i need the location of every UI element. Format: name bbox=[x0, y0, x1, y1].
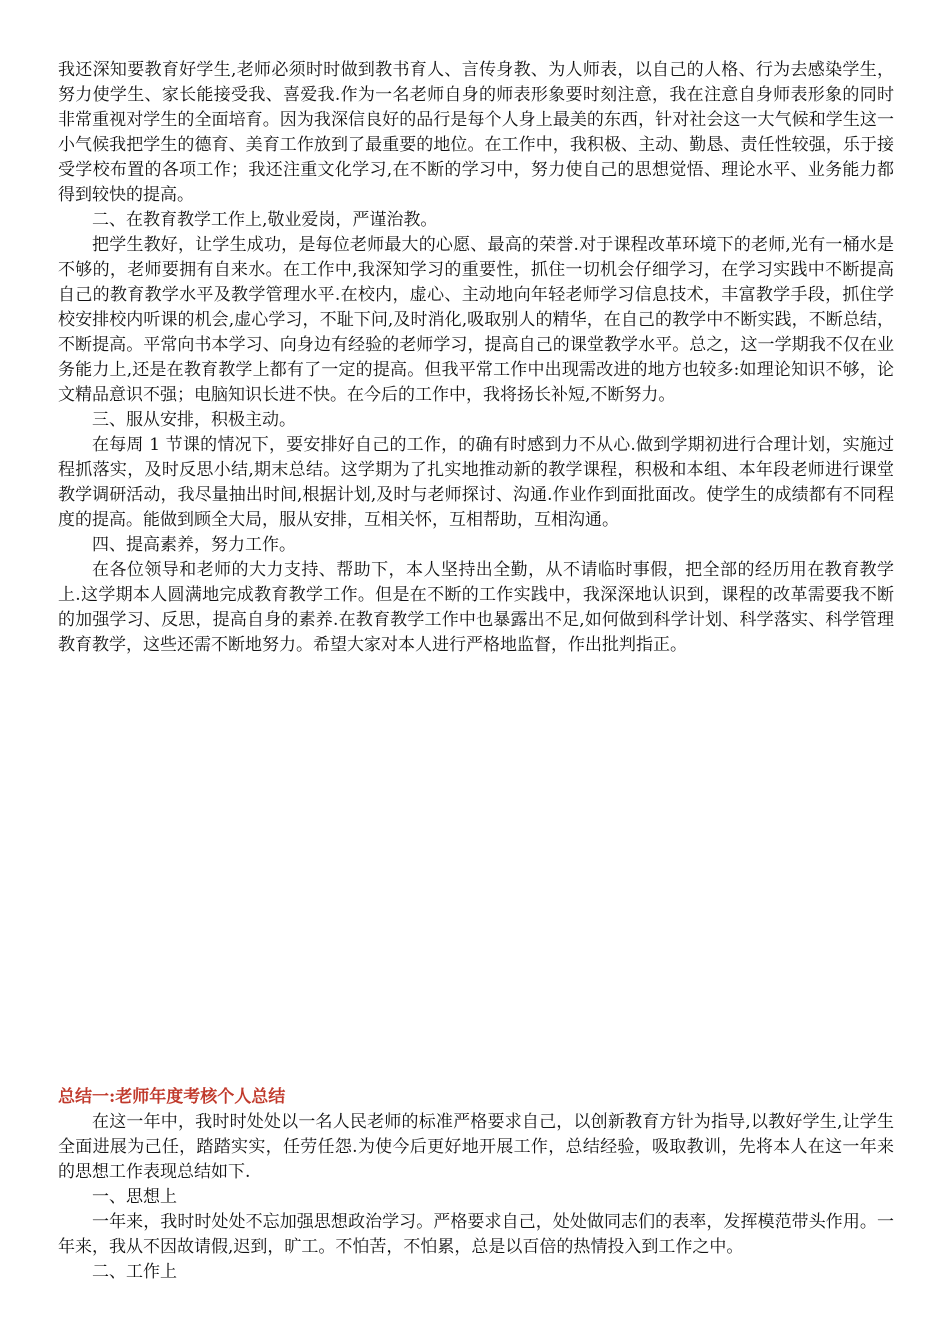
section-heading-3: 三、服从安排，积极主动。 bbox=[92, 410, 296, 430]
summary-title: 总结一:老师年度考核个人总结 bbox=[58, 1087, 286, 1107]
paragraph: 把学生教好，让学生成功，是每位老师最大的心愿、最高的荣誉.对于课程改革环境下的老师,光有一桶水是不够的，老师要拥有自来水。在工作中,我深知学习的重要性，抓住一切机会仔细学习，在学习实践中不断提高自己的教育教学水平及教学管理水平.在校内，虚心、主动地向年轻老师学习信息技术，丰富教学手段，抓住学校安排校内听课的机会,虚心学习，不耻下问,及时消化,吸取别人的精华，在自己的教学中不断实践，不断总结，不断提高。平常向书本学习、向身边有经验的老师学习，提高自己的课堂教学水平。总之，这一学期我不仅在业务能力上,还是在教育教学上都有了一定的提高。但我平常工作中出现需改进的地方也较多:如理论知识不够，论文精品意识不强；电脑知识长进不快。在今后的工作中，我将扬长补短,不断努力。 bbox=[58, 235, 894, 405]
section-heading-1: 一、思想上 bbox=[92, 1187, 177, 1207]
section-heading-2: 二、在教育教学工作上,敬业爱岗，严谨治教。 bbox=[92, 210, 438, 230]
paragraph: 一年来，我时时处处不忘加强思想政治学习。严格要求自己，处处做同志们的表率，发挥模范带头作用。一年来，我从不因故请假,迟到，旷工。不怕苦，不怕累，总是以百倍的热情投入到工作之中。 bbox=[58, 1212, 894, 1257]
paragraph: 在各位领导和老师的大力支持、帮助下，本人坚持出全勤，从不请临时事假，把全部的经历用在教育教学上.这学期本人圆满地完成教育教学工作。但是在不断的工作实践中，我深深地认识到，课程的改革需要我不断的加强学习、反思，提高自身的素养.在教育教学工作中也暴露出不足,如何做到科学计划、科学落实、科学管理教育教学，这些还需不断地努力。希望大家对本人进行严格地监督，作出批判指正。 bbox=[58, 560, 894, 655]
paragraph: 我还深知要教育好学生,老师必须时时做到教书育人、言传身教、为人师表，以自己的人格、行为去感染学生，努力使学生、家长能接受我、喜爱我.作为一名老师自身的师表形象要时刻注意，我在注意自身师表形象的同时非常重视对学生的全面培育。因为我深信良好的品行是每个人身上最美的东西，针对社会这一大气候和学生这一小气候我把学生的德育、美育工作放到了最重要的地位。在工作中，我积极、主动、勤恳、责任性较强，乐于接受学校布置的各项工作；我还注重文化学习,在不断的学习中，努力使自己的思想觉悟、理论水平、业务能力都得到较快的提高。 bbox=[58, 60, 894, 205]
bottom-section bbox=[58, 1085, 894, 1285]
paragraph: 在每周 1 节课的情况下，要安排好自己的工作，的确有时感到力不从心.做到学期初进行合理计划，实施过程抓落实，及时反思小结,期末总结。这学期为了扎实地推动新的教学课程，积极和本组、本年段老师进行课堂教学调研活动，我尽量抽出时间,根据计划,及时与老师探讨、沟通.作业作到面批面改。使学生的成绩都有不同程度的提高。能做到顾全大局，服从安排，互相关怀，互相帮助，互相沟通。 bbox=[58, 435, 894, 530]
paragraph: 在这一年中，我时时处处以一名人民老师的标准严格要求自己，以创新教育方针为指导,以教好学生,让学生全面进展为己任，踏踏实实，任劳任怨.为使今后更好地开展工作，总结经验，吸取教训，先将本人在这一年来的思想工作表现总结如下. bbox=[58, 1112, 894, 1182]
section-heading-2: 二、工作上 bbox=[92, 1262, 177, 1282]
section-heading-4: 四、提高素养，努力工作。 bbox=[92, 535, 296, 555]
top-section bbox=[58, 58, 894, 658]
